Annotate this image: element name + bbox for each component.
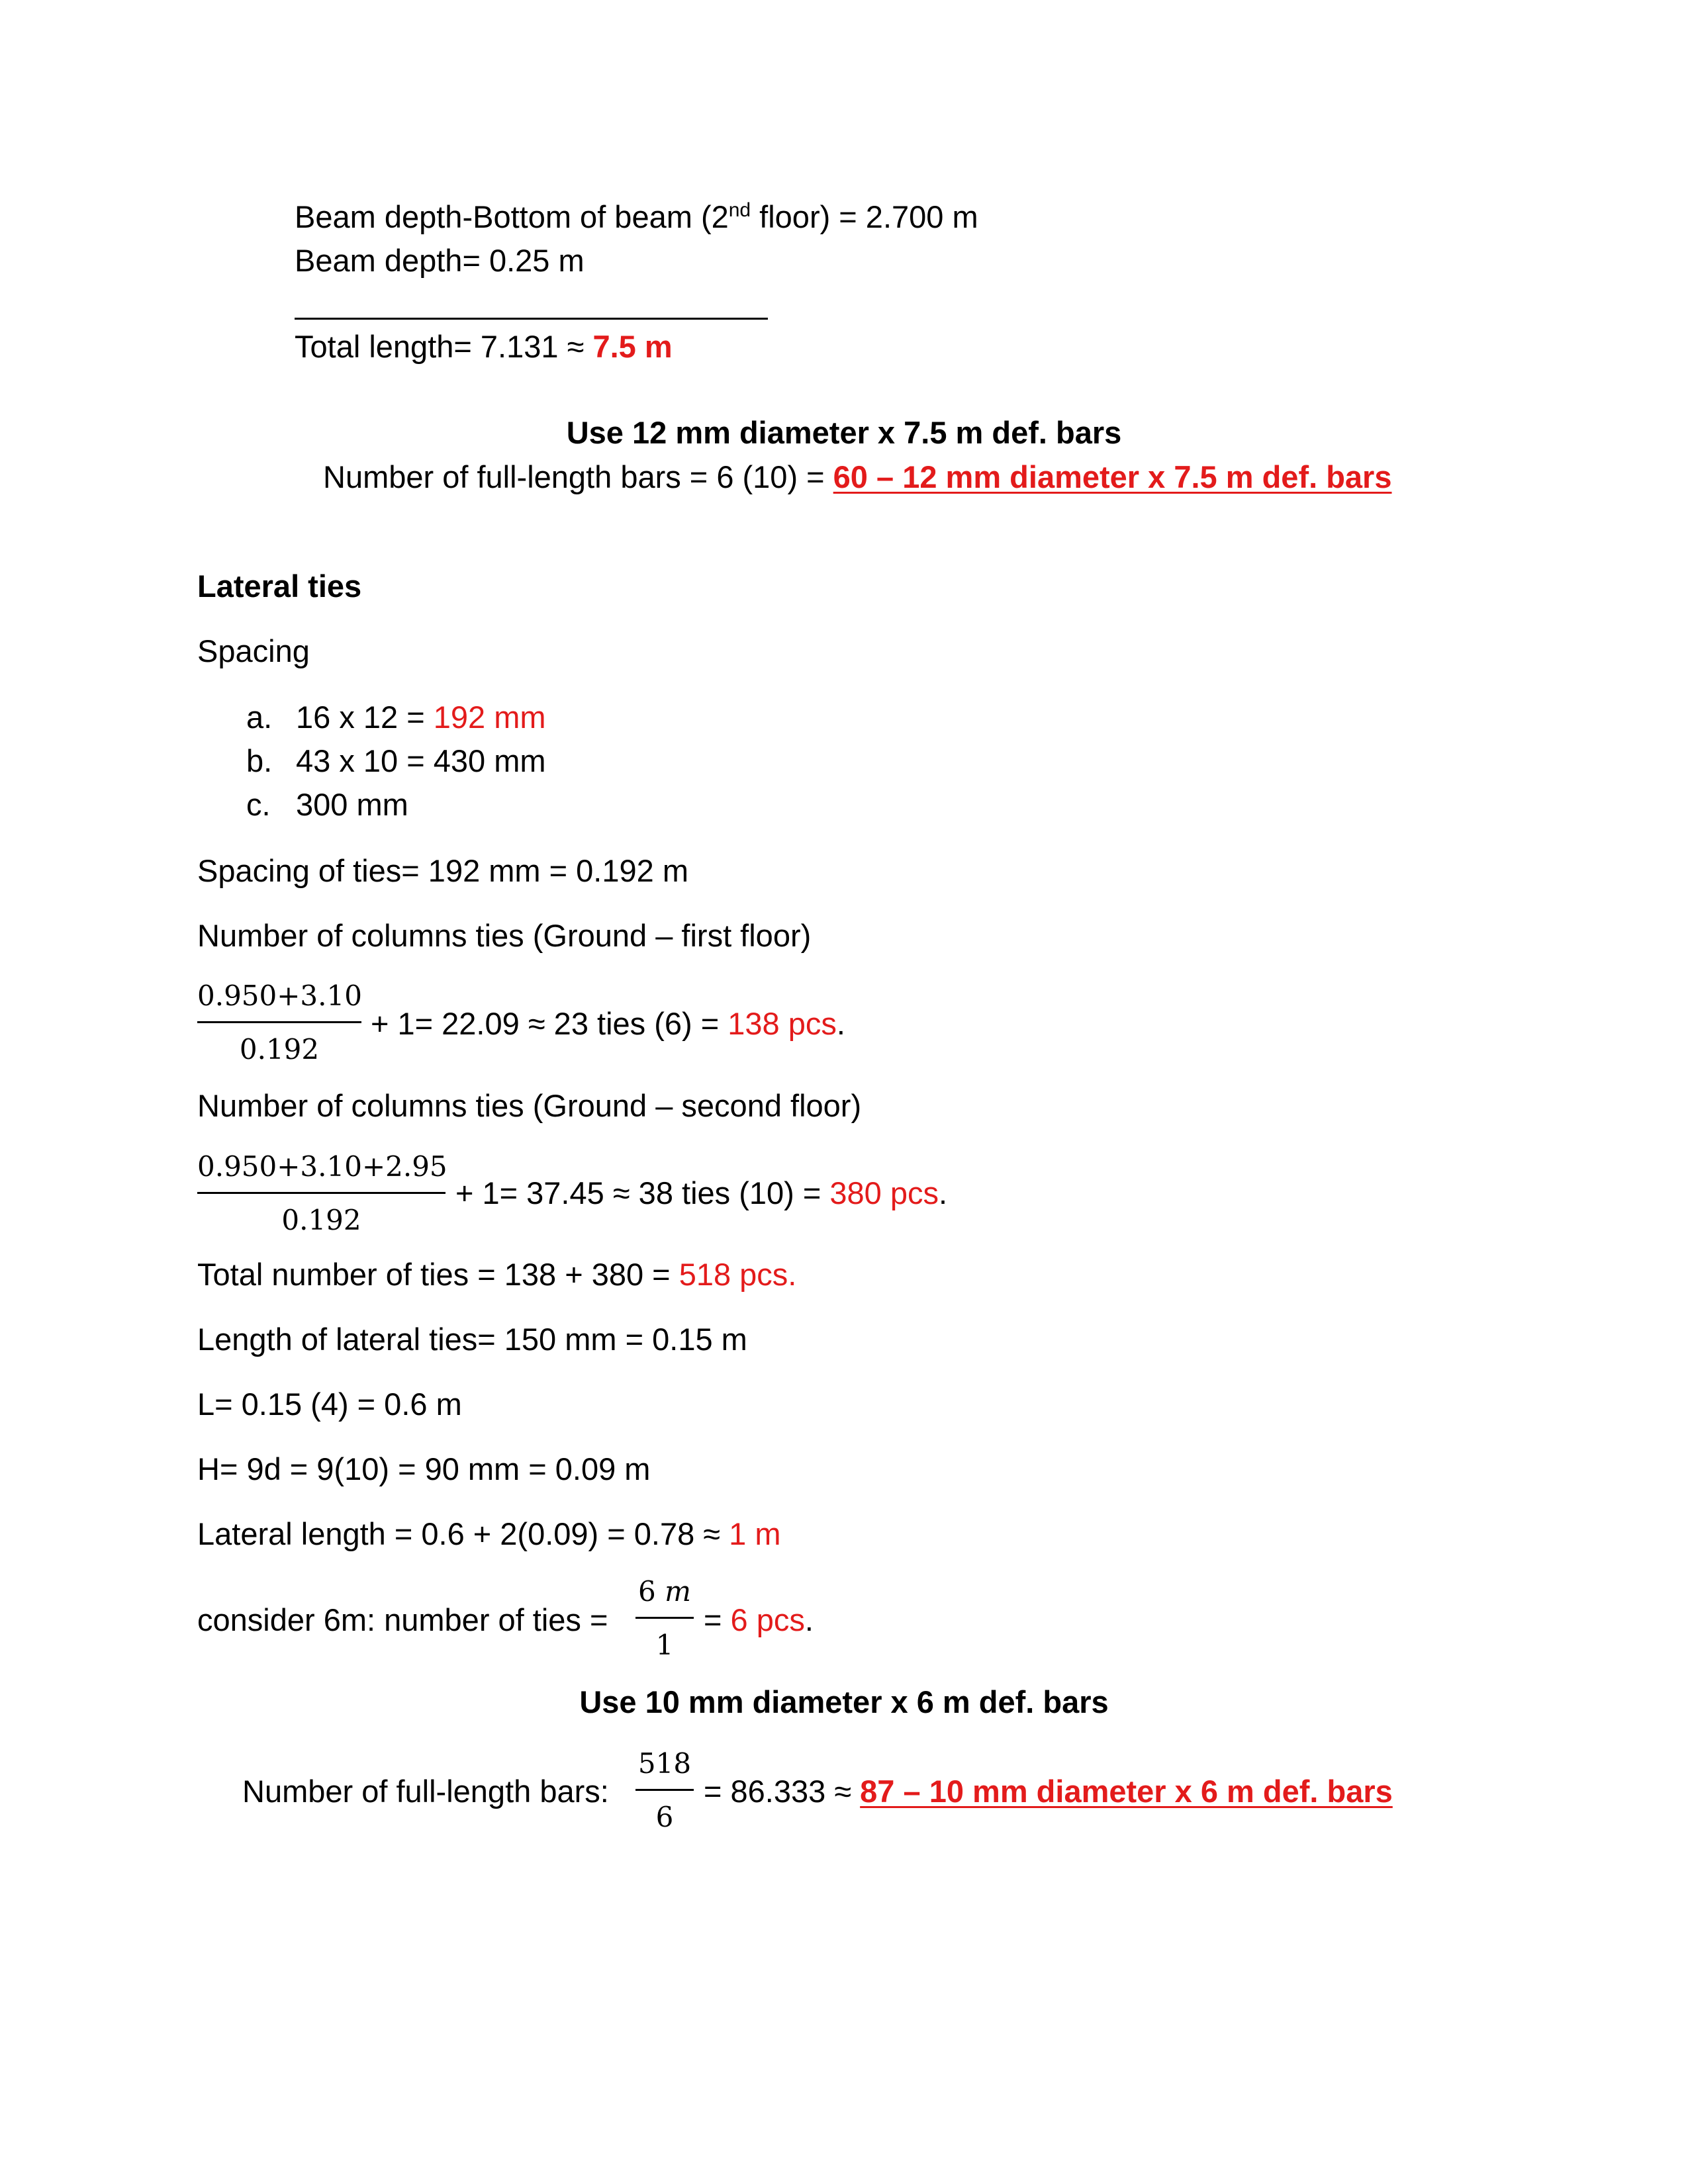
- fraction-numerator: 518: [637, 1747, 692, 1780]
- beam-bottom-value: floor) = 2.700 m: [751, 199, 978, 234]
- option-b-text: 43 x 10 = 430 mm: [296, 743, 546, 778]
- sum-rule: [295, 318, 768, 320]
- h-line: H= 9d = 9(10) = 90 mm = 0.09 m: [197, 1451, 651, 1486]
- fraction-bar: [635, 1617, 694, 1619]
- full-length-12-text: Number of full-length bars = 6 (10) =: [323, 459, 833, 494]
- list-marker-c: c.: [246, 787, 271, 822]
- fraction-numerator: [635, 1575, 694, 1608]
- fraction-second-floor: [197, 1150, 447, 1236]
- spacing-option-a: [246, 702, 546, 733]
- equals-sign: =: [704, 1602, 731, 1637]
- period: .: [804, 1602, 814, 1637]
- total-length-text: Total length= 7.131 ≈: [295, 329, 593, 364]
- period: .: [836, 1006, 845, 1041]
- total-ties-text: Total number of ties = 138 + 380 =: [197, 1257, 679, 1292]
- ordinal-sup: nd: [728, 199, 751, 221]
- fraction-denominator: 6: [655, 1801, 674, 1833]
- l-line: L= 0.15 (4) = 0.6 m: [197, 1387, 462, 1422]
- second-floor-result-line: [455, 1177, 947, 1208]
- lateral-length-value: 1 m: [729, 1516, 781, 1551]
- spacing-option-b: [246, 745, 546, 776]
- lateral-length-text: Lateral length = 0.6 + 2(0.09) = 0.78 ≈: [197, 1516, 729, 1551]
- spacing-of-ties-line: Spacing of ties= 192 mm = 0.192 m: [197, 853, 688, 888]
- lateral-ties-heading: Lateral ties: [197, 569, 362, 604]
- fraction-denominator: 1: [655, 1629, 674, 1661]
- fraction-numerator: 0.950+3.10+2.95: [197, 1150, 447, 1183]
- option-a-text: 16 x 12 =: [296, 700, 434, 735]
- option-c-text: 300 mm: [296, 787, 408, 822]
- fraction-full-length: [635, 1747, 694, 1833]
- total-length-line: [295, 331, 673, 362]
- option-a-value: 192 mm: [433, 700, 546, 735]
- full-length-10-result: 87 – 10 mm diameter x 6 m def. bars: [860, 1774, 1393, 1809]
- list-marker-a: a.: [246, 700, 273, 735]
- numerator-unit: m: [665, 1575, 691, 1608]
- fraction-denominator: 0.192: [281, 1204, 361, 1236]
- beam-bottom-text: Beam depth-Bottom of beam (2: [295, 199, 729, 234]
- period: .: [938, 1175, 948, 1210]
- full-length-12-result: 60 – 12 mm diameter x 7.5 m def. bars: [833, 459, 1392, 494]
- consider-pcs: 6 pcs: [730, 1602, 805, 1637]
- fraction-bar: [635, 1789, 694, 1791]
- fraction-denominator: 0.192: [239, 1033, 320, 1066]
- fraction-first-floor: [197, 979, 362, 1066]
- use-12mm-heading: Use 12 mm diameter x 7.5 m def. bars: [566, 415, 1122, 450]
- lateral-length-line: [197, 1518, 781, 1549]
- fraction-bar: [197, 1021, 361, 1023]
- list-marker-b: b.: [246, 743, 273, 778]
- second-floor-pcs: 380 pcs: [829, 1175, 939, 1210]
- beam-depth-line: Beam depth= 0.25 m: [295, 243, 585, 278]
- second-floor-calc: + 1= 37.45 ≈ 38 ties (10) =: [455, 1175, 830, 1210]
- consider-6m-text: consider 6m: number of ties =: [197, 1602, 608, 1637]
- consider-result: [704, 1604, 814, 1635]
- first-floor-pcs: 138 pcs: [727, 1006, 837, 1041]
- spacing-label: Spacing: [197, 633, 310, 668]
- full-length-10-calc: = 86.333 ≈: [704, 1774, 861, 1809]
- numerator-value: 6: [638, 1575, 665, 1608]
- total-ties-line: [197, 1259, 796, 1290]
- fraction-numerator: 0.950+3.10: [197, 979, 362, 1012]
- beam-bottom-line: [295, 201, 978, 232]
- total-ties-value: 518 pcs.: [679, 1257, 797, 1292]
- ties-second-floor-label: Number of columns ties (Ground – second floor): [197, 1088, 862, 1123]
- full-length-12-line: [323, 461, 1392, 492]
- total-length-value: 7.5 m: [592, 329, 673, 364]
- fraction-consider: [635, 1575, 694, 1661]
- first-floor-calc: + 1= 22.09 ≈ 23 ties (6) =: [371, 1006, 728, 1041]
- first-floor-result-line: [371, 1008, 845, 1039]
- length-of-ties-line: Length of lateral ties= 150 mm = 0.15 m: [197, 1322, 747, 1357]
- fraction-bar: [197, 1192, 445, 1194]
- full-length-10-result-line: [704, 1776, 1393, 1807]
- ties-first-floor-label: Number of columns ties (Ground – first floor): [197, 918, 812, 953]
- spacing-option-c: [246, 789, 408, 820]
- full-length-10-text: Number of full-length bars:: [242, 1774, 609, 1809]
- use-10mm-heading: Use 10 mm diameter x 6 m def. bars: [579, 1684, 1109, 1719]
